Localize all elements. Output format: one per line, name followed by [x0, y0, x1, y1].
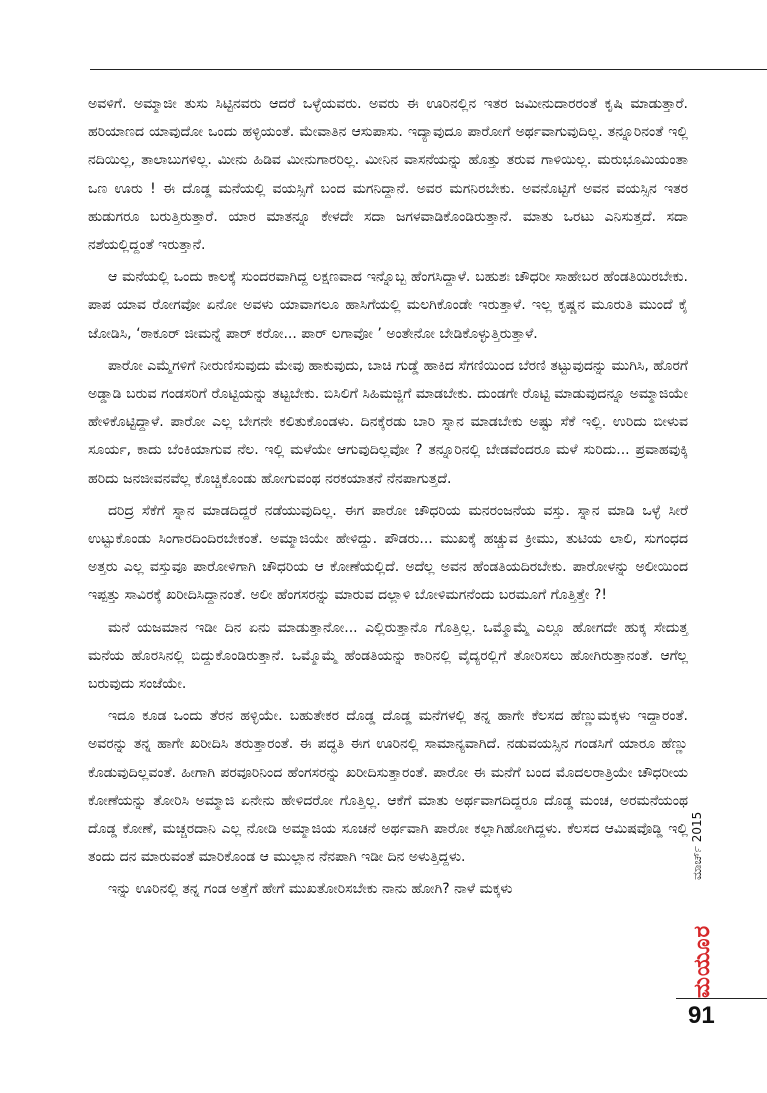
- paragraph-2: ಆ ಮನೆಯಲ್ಲಿ ಒಂದು ಕಾಲಕ್ಕೆ ಸುಂದರವಾಗಿದ್ದ ಲಕ್ಷಣವಾದ ಇನ್ನೊಬ್ಬ ಹೆಂಗಸಿದ್ದಾಳೆ. ಬಹುಶಃ ಚೌಧರೀ ಸಾಹೇಬರ ಹೆಂಡತಿಯಿರಬೇಕು. ಪಾಪ ಯಾವ ರೋಗವೋ ಏನೋ ಅವಳು ಯಾವಾಗಲೂ ಹಾಸಿಗೆಯಲ್ಲಿ ಮಲಗಿಕೊಂಡೇ ಇರುತ್ತಾಳೆ. ಇಲ್ಲ ಕೃಷ್ಣನ ಮೂರುತಿ ಮುಂದೆ ಕೈ ಜೋಡಿಸಿ, ‘ಠಾಕೂರ್ ಜೀಮನ್ನೆ ಪಾರ್ ಕರೋ... ಪಾರ್ ಲಗಾವೋ ’ ಅಂತೇನೋ ಬೇಡಿಕೊಳ್ಳುತ್ತಿರುತ್ತಾಳೆ.: [88, 269, 688, 342]
- paragraph-6: ಇದೂ ಕೂಡ ಒಂದು ತೆರನ ಹಳ್ಳಿಯೇ. ಬಹುತೇಕರ ದೊಡ್ಡ ದೊಡ್ಡ ಮನೆಗಳಲ್ಲಿ ತನ್ನ ಹಾಗೇ ಕೆಲಸದ ಹೆಣ್ಣುಮಕ್ಕಳು ಇದ್ದಾರಂತೆ. ಅವರನ್ನು ತನ್ನ ಹಾಗೇ ಖರೀದಿಸಿ ತರುತ್ತಾರಂತೆ. ಈ ಪದ್ಧತಿ ಈಗ ಊರಿನಲ್ಲಿ ಸಾಮಾನ್ಯವಾಗಿದೆ. ನಡುವಯಸ್ಸಿನ ಗಂಡಸಿಗೆ ಯಾರೂ ಹೆಣ್ಣು ಕೊಡುವುದಿಲ್ಲವಂತೆ. ಹೀಗಾಗಿ ಪರವೂರಿನಿಂದ ಹೆಂಗಸರನ್ನು ಖರೀದಿಸುತ್ತಾರಂತೆ. ಪಾರೋ ಈ ಮನೆಗೆ ಬಂದ ಮೊದಲರಾತ್ರಿಯೇ ಚೌಧರೀಯ ಕೋಣೆಯನ್ನು ತೋರಿಸಿ ಅಮ್ಮಾಜಿ ಏನೇನು ಹೇಳಿದರೋ ಗೊತ್ತಿಲ್ಲ. ಆಕೆಗೆ ಮಾತು ಅರ್ಥವಾಗದಿದ್ದರೂ ದೊಡ್ಡ ಮಂಚ, ಅರಮನೆಯಂಥ ದೊಡ್ಡ ಕೋಣೆ, ಮಚ್ಚರದಾನಿ ಎಲ್ಲ ನೋಡಿ ಅಮ್ಮಾಜಿಯ ಸೂಚನೆ ಅರ್ಥವಾಗಿ ಪಾರೋ ಕಲ್ಲಾಗಿಹೋಗಿದ್ದಳು. ಕೆಲಸದ ಆಮಿಷವೊಡ್ಡಿ ಇಲ್ಲಿ ತಂದು ದನ ಮಾರುವಂತೆ ಮಾರಿಕೊಂಡ ಆ ಮುಲ್ಲಾನ ನೆನಪಾಗಿ ಇಡೀ ದಿನ ಅಳುತ್ತಿದ್ದಳು.: [88, 708, 688, 866]
- page-number: 91: [688, 1002, 715, 1029]
- side-masthead: [690, 770, 714, 1000]
- paragraph-7: ಇನ್ನು ಊರಿನಲ್ಲಿ ತನ್ನ ಗಂಡ ಅತ್ತೆಗೆ ಹೇಗೆ ಮುಖತೋರಿಸಬೇಕು ನಾನು ಹೋಗಿ? ನಾಳೆ ಮಕ್ಕಳು: [108, 881, 513, 898]
- paragraph-5: ಮನೆ ಯಜಮಾನ ಇಡೀ ದಿನ ಏನು ಮಾಡುತ್ತಾನೋ... ಎಲ್ಲಿರುತ್ತಾನೊ ಗೊತ್ತಿಲ್ಲ. ಒಮ್ಮೊಮ್ಮೆ ಎಲ್ಲೂ ಹೋಗದೇ ಹುಕ್ಕ ಸೇದುತ್ತ ಮನೆಯ ಹೊರಸಿನಲ್ಲಿ ಬಿದ್ದುಕೊಂಡಿರುತ್ತಾನೆ. ಒಮ್ಮೊಮ್ಮೆ ಹೆಂಡತಿಯನ್ನು ಕಾರಿನಲ್ಲಿ ವೈದ್ಯರಲ್ಲಿಗೆ ತೋರಿಸಲು ಹೋಗಿರುತ್ತಾನಂತೆ. ಆಗೆಲ್ಲ ಬರುವುದು ಸಂಜೆಯೇ.: [88, 619, 688, 693]
- article-body: [88, 90, 688, 908]
- paragraph-1: ಅವಳಿಗೆ. ಅಮ್ಮಾಜೀ ತುಸು ಸಿಟ್ಟಿನವರು ಆದರೆ ಒಳ್ಳೆಯವರು. ಅವರು ಈ ಊರಿನಲ್ಲಿನ ಇತರ ಜಮೀನುದಾರರಂತೆ ಕೃಷಿ ಮಾಡುತ್ತಾರೆ. ಹರಿಯಾಣದ ಯಾವುದೋ ಒಂದು ಹಳ್ಳಿಯಂತೆ. ಮೇವಾತಿನ ಆಸುಪಾಸು. ಇದ್ಯಾವುದೂ ಪಾರೋಗೆ ಅರ್ಥವಾಗುವುದಿಲ್ಲ. ತನ್ನೂರಿನಂತೆ ಇಲ್ಲಿ ನದಿಯಿಲ್ಲ, ತಾಲಾಬುಗಳಿಲ್ಲ. ಮೀನು ಹಿಡಿವ ಮೀನುಗಾರರಿಲ್ಲ. ಮೀನಿನ ವಾಸನೆಯನ್ನು ಹೊತ್ತು ತರುವ ಗಾಳಿಯಿಲ್ಲ. ಮರುಭೂಮಿಯಂತಾ ಒಣ ಊರು ! ಈ ದೊಡ್ಡ ಮನೆಯಲ್ಲಿ ವಯಸ್ಸಿಗೆ ಬಂದ ಮಗನಿದ್ದಾನೆ. ಅವರ ಮಗನಿರಬೇಕು. ಅವನೊಟ್ಟಿಗೆ ಅವನ ವಯಸ್ಸಿನ ಇತರ ಹುಡುಗರೂ ಬರುತ್ತಿರುತ್ತಾರೆ. ಯಾರ ಮಾತನ್ನೂ ಕೇಳದೇ ಸದಾ ಜಗಳವಾಡಿಕೊಂಡಿರುತ್ತಾನೆ. ಮಾತು ಒರಟು ಎನಿಸುತ್ತದೆ. ಸದಾ ನಶೆಯಲ್ಲಿದ್ದಂತೆ ಇರುತ್ತಾನೆ.: [88, 96, 688, 254]
- issue-date: ಮಾರ್ಚ್ 2015: [690, 811, 704, 880]
- paragraph-3: ಪಾರೋ ಎಮ್ಮೆಗಳಿಗೆ ನೀರುಣಿಸುವುದು ಮೇವು ಹಾಕುವುದು, ಬಾಚಿ ಗುಡ್ಡೆ ಹಾಕಿದ ಸೆಗಣಿಯಿಂದ ಬೆರಣಿ ತಟ್ಟುವುದನ್ನು ಮುಗಿಸಿ, ಹೊರಗೆ ಅಡ್ಡಾಡಿ ಬರುವ ಗಂಡಸರಿಗೆ ರೊಟ್ಟಿಯನ್ನು ತಟ್ಟಬೇಕು. ಬಿಸಿಲಿಗೆ ಸಿಹಿಮಜ್ಜಿಗೆ ಮಾಡಬೇಕು. ದುಂಡಗೇ ರೊಟ್ಟಿ ಮಾಡುವುದನ್ನೂ ಅಮ್ಮಾಜಿಯೇ ಹೇಳಿಕೊಟ್ಟಿದ್ದಾಳೆ. ಪಾರೋ ಎಲ್ಲ ಬೇಗನೇ ಕಲಿತುಕೊಂಡಳು. ದಿನಕ್ಕೆರಡು ಬಾರಿ ಸ್ನಾನ ಮಾಡಬೇಕು ಅಷ್ಟು ಸೆಕೆ ಇಲ್ಲಿ. ಉರಿದು ಬೀಳುವ ಸೂರ್ಯ, ಕಾದು ಬೆಂಕಿಯಾಗುವ ನೆಲ. ಇಲ್ಲಿ ಮಳೆಯೇ ಆಗುವುದಿಲ್ಲವೋ ? ತನ್ನೂರಿನಲ್ಲಿ ಬೇಡವೆಂದರೂ ಮಳೆ ಸುರಿದು... ಪ್ರವಾಹವುಕ್ಕಿ ಹರಿದು ಜನಜೀವನವೆಲ್ಲ ಕೊಚ್ಚಿಕೊಂಡು ಹೋಗುವಂಥ ನರಕಯಾತನೆ ನೆನಪಾಗುತ್ತದೆ.: [88, 357, 688, 487]
- page-number-rule: [676, 998, 767, 999]
- paragraph-4: ದರಿದ್ರ ಸೆಕೆಗೆ ಸ್ನಾನ ಮಾಡದಿದ್ದರೆ ನಡೆಯುವುದಿಲ್ಲ. ಈಗ ಪಾರೋ ಚೌಧರಿಯ ಮನರಂಜನೆಯ ವಸ್ತು. ಸ್ನಾನ ಮಾಡಿ ಒಳ್ಳೆ ಸೀರೆ ಉಟ್ಟುಕೊಂಡು ಸಿಂಗಾರದಿಂದಿರಬೇಕಂತೆ. ಅಮ್ಮಾಜಿಯೇ ಹೇಳಿದ್ದು. ಪೌಡರು... ಮುಖಕ್ಕೆ ಹಚ್ಚುವ ಕ್ರೀಮು, ತುಟಿಯ ಲಾಲಿ, ಸುಗಂಧದ ಅತ್ತರು ಎಲ್ಲ ವಸ್ತುವೂ ಪಾರೋಳಿಗಾಗಿ ಚೌಧರಿಯ ಆ ಕೋಣೆಯಲ್ಲಿದೆ. ಅದೆಲ್ಲ ಅವನ ಹೆಂಡತಿಯದಿರಬೇಕು. ಪಾರೋಳನ್ನು ಅಲೀಯಿಂದ ಇಪ್ಪತ್ತು ಸಾವಿರಕ್ಕೆ ಖರೀದಿಸಿದ್ದಾನಂತೆ. ಅಲೀ ಹೆಂಗಸರನ್ನು ಮಾರುವ ದಲ್ಲಾಳಿ ಬೋಳಿಮಗನೆಂದು ಬರಮೂಗೆ ಗೊತ್ತಿತ್ತೇ ?!: [88, 502, 688, 604]
- top-rule: [90, 69, 767, 70]
- magazine-logo: ಮಯೂರ: [690, 924, 715, 998]
